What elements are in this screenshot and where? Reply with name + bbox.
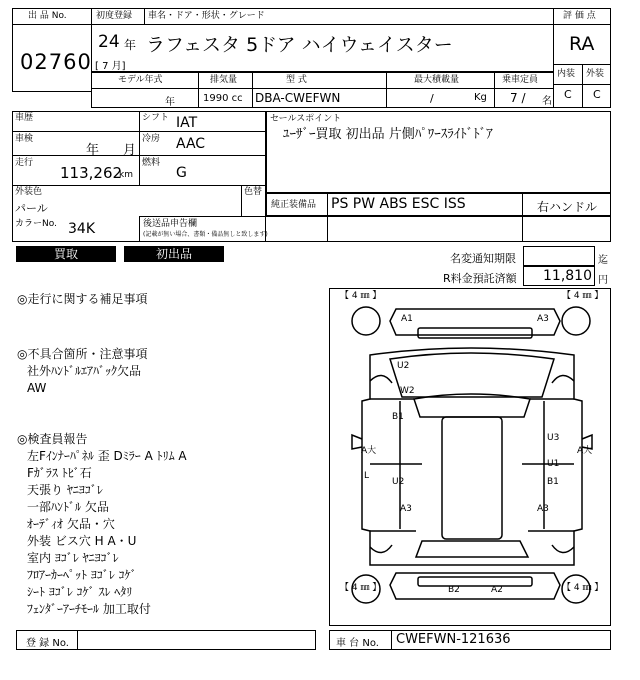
damage-mark: A大 [577,446,593,456]
inspector-item: ﾌｪﾝﾀﾞｰｱｰﾁﾓｰﾙ 加工取付 [27,602,151,616]
damage-mark: W2 [400,386,415,396]
sales-point-label: セールスポイント [270,114,342,124]
first-reg-year: 24 [98,32,120,52]
inspector-item: ﾌﾛｱｰｶｰﾍﾟｯﾄ ﾖｺﾞﾚ ｺｹﾞ [27,568,137,582]
rear-window [416,541,528,557]
first-reg-label: 初度登録 [96,11,133,21]
max-load-sep: / [430,92,434,105]
damage-mark: A2 [491,585,503,595]
recycle-label: R料金預託済額 [443,272,517,285]
damage-mark: A3 [537,314,549,324]
name-change-label: 名変通知期限 [450,252,516,265]
car-diagram [329,288,611,626]
car-name-label: 車名・ドア・形状・グレード [148,11,265,21]
recycle-value: 11,810 [543,268,592,284]
damage-mark: B1 [547,477,559,487]
tire-depth-rear-right: 【 4 ㎜ 】 [562,583,604,593]
mileage-label: 走行 [15,158,34,168]
defect-item: AW [27,381,47,395]
inspector-item: ｵｰﾃﾞｨｵ 欠品・穴 [27,517,115,531]
roof [442,417,502,539]
lot-number-label: 出 品 No. [28,11,67,21]
defect-item: 社外ﾊﾝﾄﾞﾙｴｱﾊﾞｯｸ欠品 [27,364,142,378]
interior-label: 内装 [557,69,576,79]
ac-label: 冷房 [142,134,161,144]
name-change-unit: 迄 [598,255,608,266]
name-change-box [523,246,595,266]
car-outline-drawing [330,289,610,625]
driving-notes-header: ◎走行に関する補足事項 [17,292,148,306]
damage-mark: U1 [547,459,560,469]
displacement-label: 排気量 [210,75,238,85]
first-reg-year-unit: 年 [124,38,137,52]
grade-value: RA [569,33,595,55]
max-load-label: 最大積載量 [414,75,460,85]
docs-label: 後送品申告欄 [143,219,198,229]
model-year-unit: 年 [165,97,175,108]
inspector-item: ｼｰﾄ ﾖｺﾞﾚ ｺｹﾞ ｽﾚ ﾍﾀﾘ [27,585,133,599]
inspector-item: Fｶﾞﾗｽ ﾄﾋﾞ石 [27,466,92,480]
steering-value: 右ハンドル [537,200,598,214]
first-reg-month: [ 7 月] [95,61,126,72]
max-load-unit: Kg [474,92,487,103]
car-body [362,348,582,565]
shift-value: IAT [176,115,198,131]
damage-mark: A1 [401,314,413,324]
model-label: 型 式 [286,75,307,85]
tag-buyout: 買取 [16,246,116,262]
capacity-unit: 名 [542,96,552,107]
ext-color-value: パール [15,202,48,215]
damage-mark: B1 [392,412,404,422]
equipment-value: PS PW ABS ESC ISS [331,196,466,212]
inspector-item: 天張り ﾔﾆﾖｺﾞﾚ [27,483,103,497]
damage-mark: A3 [537,504,549,514]
fuel-label: 燃料 [142,158,161,168]
capacity: 7 / [510,91,526,105]
damage-mark: B2 [448,585,460,595]
tire-front-left [352,307,380,335]
shift-label: シフト [142,113,170,123]
exterior-label: 外装 [586,69,605,79]
fuel-value: G [176,165,187,181]
damage-mark: U2 [392,477,405,487]
lot-number: 02760 [20,50,92,74]
defects-header: ◎不具合箇所・注意事項 [17,347,148,361]
mileage-value: 113,262 [60,164,123,182]
sales-point: ﾕｰｻﾞｰ買取 初出品 片側ﾊﾟﾜｰｽﾗｲﾄﾞﾄﾞｱ [283,127,493,142]
interior-grade: C [564,88,572,101]
color-no-label: カラーNo. [15,219,57,229]
inspector-item: 一部ﾊﾝﾄﾞﾙ 欠品 [27,500,109,514]
capacity-label: 乗車定員 [502,75,539,85]
tire-front-right [562,307,590,335]
car-name: ラフェスタ 5ドア ハイウェイスター [146,34,453,56]
color-no-value: 34K [68,221,95,237]
tag-first-listing: 初出品 [124,246,224,262]
damage-mark: A3 [400,504,412,514]
inspector-item: 室内 ﾖｺﾞﾚ ﾔﾆﾖｺﾞﾚ [27,551,119,565]
tire-depth-rear-left: 【 4 ㎜ 】 [340,583,382,593]
model-year-label: モデル年式 [118,75,163,85]
chassis-number: CWEFWN-121636 [396,632,511,647]
reg-no-label: 登 録 No. [26,638,69,649]
tire-depth-front-left: 【 4 ㎜ 】 [340,291,382,301]
inspector-item: 外装 ビス穴 H A・U [27,534,137,548]
inspector-item: 左Fｲﾝﾅｰﾊﾟﾈﾙ 歪 Dﾐﾗｰ A ﾄﾘﾑ A [27,449,187,463]
repaint-label: 色替 [244,187,263,197]
recycle-unit: 円 [598,275,608,286]
chassis-label: 車 台 No. [336,638,379,649]
docs-note: (記載が無い場合、書類・備品無しと致します) [143,231,268,238]
ac-value: AAC [176,136,206,152]
damage-mark: A大 [361,446,377,456]
damage-mark: U2 [397,361,410,371]
grade-label: 評 価 点 [563,11,596,21]
inspection-label: 車検 [15,134,34,144]
inspection-year-unit: 年 [86,143,100,158]
inspection-month-unit: 月 [123,143,137,158]
inspector-header: ◎検査員報告 [17,432,88,446]
tire-depth-front-right: 【 4 ㎜ 】 [562,291,604,301]
ext-color-label: 外装色 [15,187,43,197]
history-label: 車歴 [15,113,34,123]
front-bumper [390,309,560,335]
exterior-grade: C [593,88,601,101]
damage-mark: U3 [547,433,560,443]
mileage-unit: km [119,170,133,180]
damage-mark: L [364,471,370,481]
displacement: 1990 cc [203,93,243,104]
model-code: DBA-CWEFWN [255,91,341,105]
equipment-label: 純正装備品 [271,200,317,210]
